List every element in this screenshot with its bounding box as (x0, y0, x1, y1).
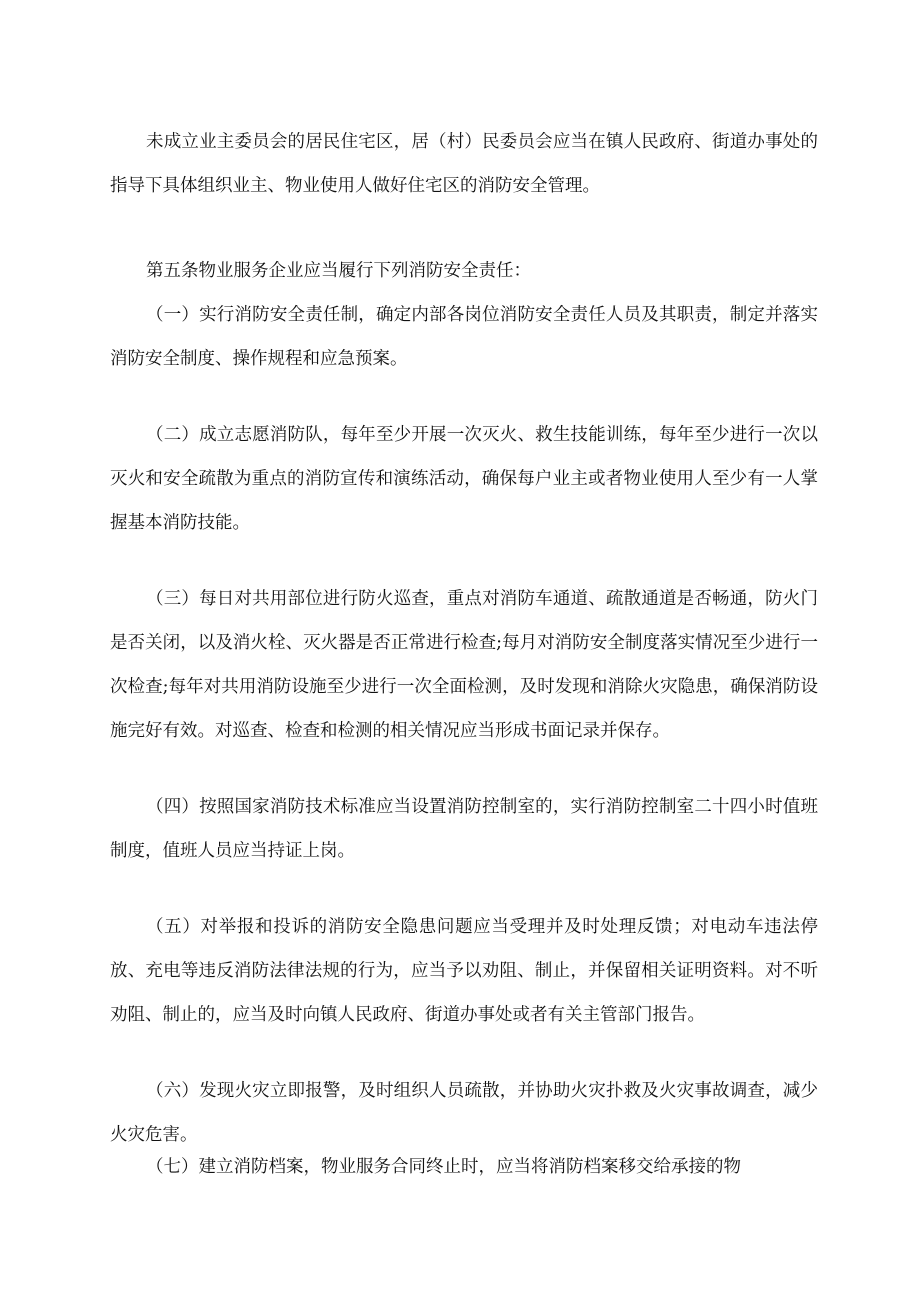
clause-two: （二）成立志愿消防队，每年至少开展一次灭火、救生技能训练，每年至少进行一次以灭火和安全疏散为重点的消防宣传和演练活动，确保每户业主或者物业使用人至少有一人掌握基本消防技能。 (110, 425, 818, 533)
clause-three: （三）每日对共用部位进行防火巡查，重点对消防车通道、疏散通道是否畅通，防火门是否关闭，以及消火栓、灭火器是否正常进行检查;每月对消防安全制度落实情况至少进行一次检查;每年对共用消防设施至少进行一次全面检测，及时发现和消除火灾隐患，确保消防设施完好有效。对巡查、检查和检测的相关情况应当形成书面记录并保存。 (110, 589, 818, 741)
clause-seven: （七）建立消防档案，物业服务合同终止时，应当将消防档案移交给承接的物 (146, 1157, 741, 1177)
clause-five: （五）对举报和投诉的消防安全隐患问题应当受理并及时处理反馈；对电动车违法停放、充电等违反消防法律法规的行为，应当予以劝阻、制止，并保留相关证明资料。对不听劝阻、制止的，应当及时向镇人民政府、街道办事处或者有关主管部门报告。 (110, 917, 818, 1025)
clause-six: （六）发现火灾立即报警，及时组织人员疏散，并协助火灾扑救及火灾事故调查，减少火灾危害。 (110, 1081, 818, 1145)
paragraph-residential-area: 未成立业主委员会的居民住宅区，居（村）民委员会应当在镇人民政府、街道办事处的指导下具体组织业主、物业使用人做好住宅区的消防安全管理。 (110, 132, 818, 196)
article-five-heading: 第五条物业服务企业应当履行下列消防安全责任： (146, 261, 531, 281)
clause-one: （一）实行消防安全责任制，确定内部各岗位消防安全责任人员及其职责，制定并落实消防安全制度、操作规程和应急预案。 (110, 305, 818, 369)
clause-four: （四）按照国家消防技术标准应当设置消防控制室的，实行消防控制室二十四小时值班制度，值班人员应当持证上岗。 (110, 797, 818, 861)
